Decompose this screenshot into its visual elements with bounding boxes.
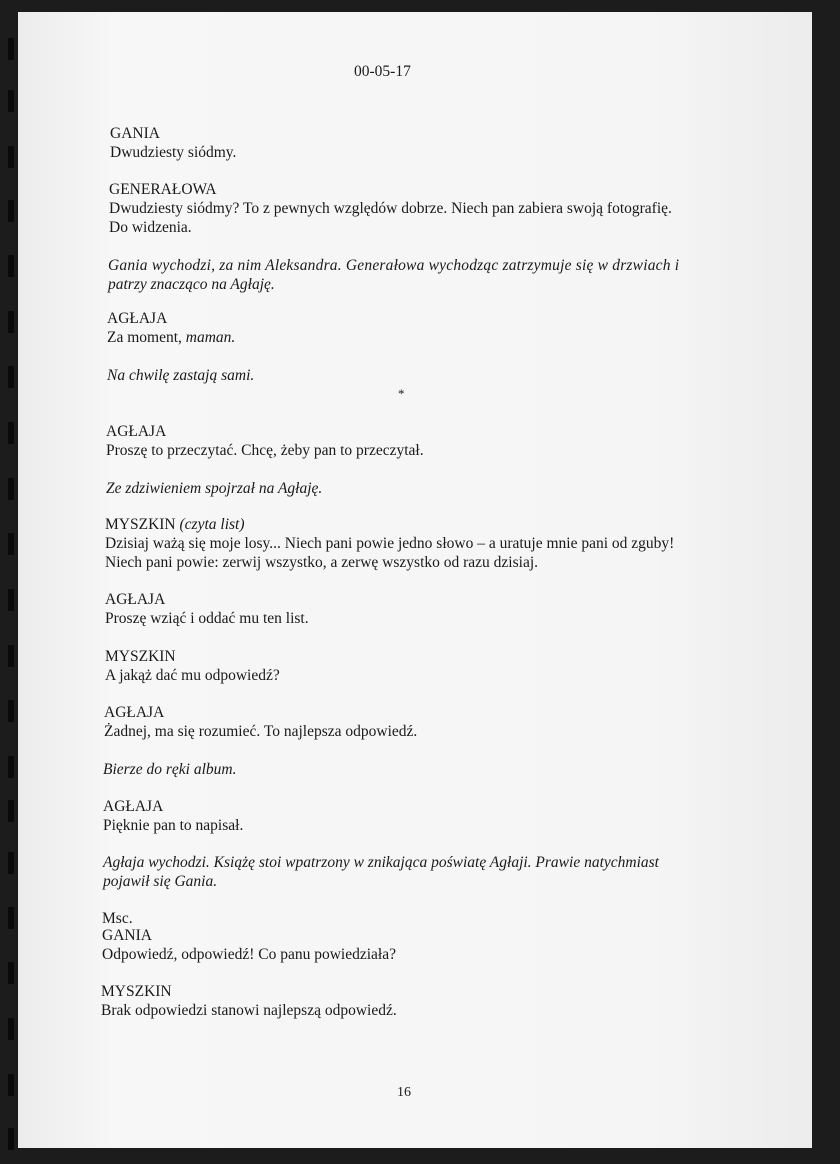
- binding-hole: [8, 478, 14, 500]
- binding-hole: [8, 533, 14, 555]
- scene-separator: *: [398, 386, 405, 401]
- page-date-header: 00-05-17: [354, 63, 411, 80]
- stage-direction: Na chwilę zastają sami.: [107, 367, 255, 384]
- dialogue-line: Niech pani powie: zerwij wszystko, a zerwę wszystko od razu dzisiaj.: [105, 554, 539, 571]
- stage-direction: pojawił się Gania.: [103, 873, 218, 890]
- stage-direction: Gania wychodzi, za nim Aleksandra. Generałowa wychodząc zatrzymuje się w drzwiach i: [108, 257, 680, 274]
- binding-hole: [8, 756, 14, 778]
- speaker-name: AGŁAJA: [103, 798, 164, 815]
- dialogue-line: Dwudziesty siódmy.: [110, 144, 237, 161]
- stage-direction: patrzy znacząco na Agłaję.: [108, 276, 275, 293]
- binding-hole: [8, 700, 14, 722]
- dialogue-line: Do widzenia.: [109, 219, 192, 236]
- speaker-name: AGŁAJA: [104, 704, 165, 721]
- stage-direction: Agłaja wychodzi. Książę stoi wpatrzony w znikająca poświatę Agłaji. Prawie natychmiast: [103, 854, 659, 871]
- speaker-label: MYSZKIN: [105, 516, 180, 533]
- dialogue-line: A jakąż dać mu odpowiedź?: [105, 667, 280, 684]
- stage-direction: Bierze do ręki album.: [103, 761, 237, 778]
- binding-hole: [8, 962, 14, 984]
- speaker-name: AGŁAJA: [106, 423, 167, 440]
- dialogue-text: Za moment,: [107, 329, 186, 346]
- binding-hole: [8, 1074, 14, 1096]
- dialogue-line: Proszę to przeczytać. Chcę, żeby pan to przeczytał.: [106, 442, 424, 459]
- dialogue-line: Proszę wziąć i oddać mu ten list.: [105, 610, 309, 627]
- binding-hole: [8, 311, 14, 333]
- speaker-name: MYSZKIN: [101, 983, 172, 1000]
- binding-hole: [8, 852, 14, 874]
- dialogue-line: Pięknie pan to napisał.: [103, 817, 244, 834]
- dialogue-line: [107, 328, 235, 347]
- speaker-name: GANIA: [102, 927, 152, 944]
- binding-hole: [8, 366, 14, 388]
- document-page: [18, 12, 812, 1148]
- speaker-name: [105, 515, 245, 534]
- dialogue-line: Żadnej, ma się rozumieć. To najlepsza odpowiedź.: [104, 723, 418, 740]
- binding-hole: [8, 422, 14, 444]
- binding-hole: [8, 645, 14, 667]
- dialogue-line: Brak odpowiedzi stanowi najlepszą odpowiedź.: [101, 1002, 397, 1019]
- page-number: 16: [397, 1085, 411, 1100]
- speaker-name: GENERAŁOWA: [109, 181, 217, 198]
- scene-note: Msc.: [102, 910, 133, 927]
- dialogue-line: Dwudziesty siódmy? To z pewnych względów dobrze. Niech pan zabiera swoją fotografię.: [109, 200, 672, 217]
- dialogue-line: Dzisiaj ważą się moje losy... Niech pani powie jedno słowo – a uratuje mnie pani od zguby!: [105, 535, 675, 552]
- speaker-name: AGŁAJA: [105, 591, 166, 608]
- binding-hole: [8, 90, 14, 112]
- binding-hole: [8, 800, 14, 822]
- stage-direction: Ze zdziwieniem spojrzał na Agłaję.: [106, 480, 323, 497]
- dialogue-foreign-word: maman.: [185, 329, 236, 346]
- binding-hole: [8, 200, 14, 222]
- dialogue-line: Odpowiedź, odpowiedź! Co panu powiedziała?: [102, 946, 396, 963]
- speaker-name: GANIA: [110, 125, 160, 142]
- binding-hole: [8, 1128, 14, 1150]
- binding-hole: [8, 255, 14, 277]
- binding-hole: [8, 1018, 14, 1040]
- binding-hole: [8, 907, 14, 929]
- binding-hole: [8, 589, 14, 611]
- speaker-note: (czyta list): [179, 516, 245, 533]
- binding-hole: [8, 38, 14, 60]
- speaker-name: MYSZKIN: [105, 648, 176, 665]
- speaker-name: AGŁAJA: [107, 310, 168, 327]
- binding-hole: [8, 146, 14, 168]
